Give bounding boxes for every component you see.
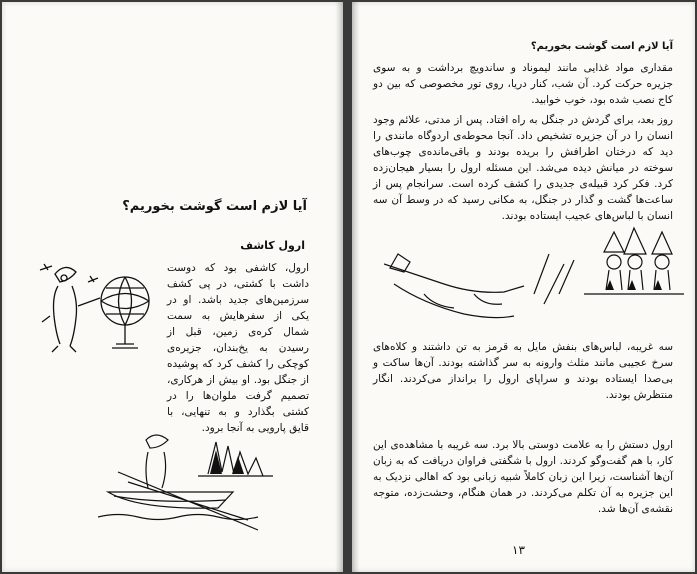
section-subheading: ارول کاشف — [240, 239, 305, 252]
paragraph-3: سه غریبه، لباس‌های بنفش مایل به قرمز به تن داشتند و کلاه‌های سرخ عجیبی مانند مثلث وارونه به سر گذاشته بودند. آن‌ها ساکت و بی‌صدا ایستاده بودند و سراپای ارول را برانداز می‌کردند. انگار منتظرش بودند. — [373, 341, 673, 401]
chapter-title: آیا لازم است گوشت بخوریم؟ — [122, 199, 307, 214]
running-head: آیا لازم است گوشت بخوریم؟ — [530, 41, 673, 52]
rowboat-illustration — [98, 422, 278, 537]
right-page — [352, 2, 695, 572]
left-page — [2, 2, 343, 572]
intro-paragraph-part1 — [167, 260, 309, 436]
paragraph-1: مقداری مواد غذایی مانند لیموناد و ساندویچ برداشت و به سوی جزیره حرکت کرد. آن شب، کنار دریا، روی تور مخصوصی که بین دو کاج نصب شده بود، خوب خوابید. — [373, 62, 673, 106]
page-number: ۱۳ — [512, 543, 525, 557]
paragraph-4: ارول دستش را به علامت دوستی بالا برد. سه غریبه با مشاهده‌ی این کار، با هم گفت‌وگو کردند. ارول با شگفتی فراوان دریافت که به زبان آن‌ها آشناست، زیرا این زبان کاملاً شبیه زبانی بود که اهالی نزدیک به این جزیره به آن تکلم می‌کردند. در همان هنگام، وحشت‌زده، متوجه نقشه‌ی آن‌ها شد. — [373, 439, 673, 515]
explorer-globe-illustration — [30, 256, 165, 366]
intro-paragraph: ارول، کاشفی بود که دوست داشت با کشتی، در پی کشف سرزمین‌های جدید باشد. او در یکی از سفرهایش به سمت شمال کره‌ی زمین، قبل از رسیدن به یخ‌بندان، جزیره‌ی کوچکی را کشف کرد که پوشیده از جنگل بود. او بیش از هرکاری، تصمیم گرفت ملوان‌ها را در کشتی بگذارد و به تنهایی، با قایق پارویی به آنجا برود. — [167, 262, 309, 434]
three-strangers-illustration — [384, 224, 684, 344]
paragraph-2: روز بعد، برای گردش در جنگل به راه افتاد. پس از مدتی، علائم وجود انسان را در آن جزیره تشخیص داد. آنجا محوطه‌ی اردوگاه مانندی را دید که درختان اطرافش را بریده بودند و باقی‌مانده‌ی چوب‌های سوخته در میانش دیده می‌شد. این مسئله ارول را بسیار هیجان‌زده کرد. فکر کرد قبیله‌ی جدیدی را کشف کرده است. سرانجام پس از ساعت‌ها گشت و گذار در جنگل، به مکانی رسید که در وسط آن سه انسان با لباس‌های عجیب ایستاده بودند. — [373, 114, 673, 222]
